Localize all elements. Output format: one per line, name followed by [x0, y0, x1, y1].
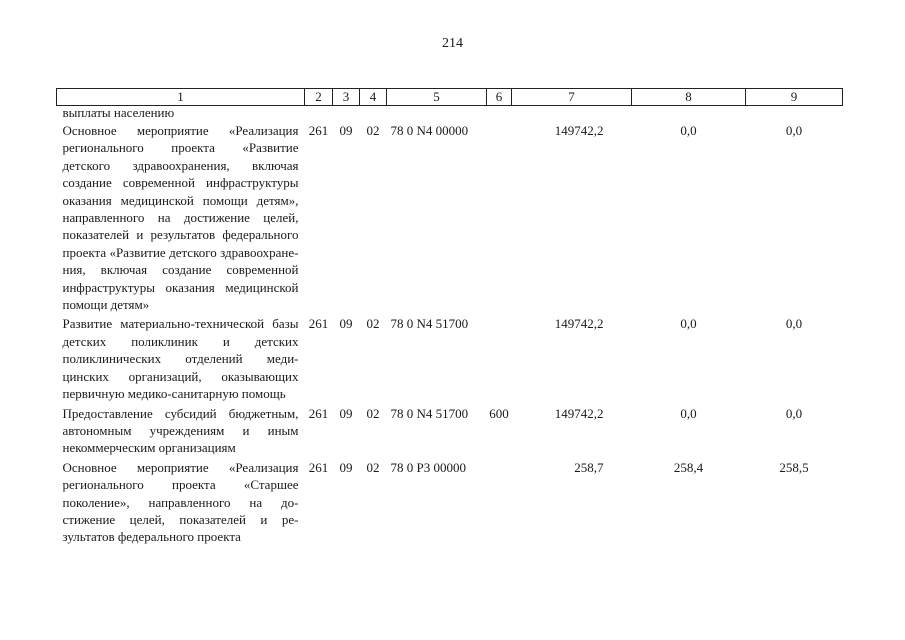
- row-amount-7: 149742,2: [554, 316, 604, 332]
- table-row: [57, 313, 843, 402]
- row-amount-8: 258,4: [673, 459, 704, 475]
- row-amount-8: 0,0: [680, 405, 697, 421]
- row-amount-7: 149742,2: [554, 123, 604, 138]
- row-amount-9: 258,5: [779, 459, 809, 475]
- col-header-7: 7: [512, 89, 632, 106]
- col-header-6: 6: [487, 89, 512, 106]
- page-number: 214: [442, 36, 463, 51]
- row-amount-9: 0,0: [785, 123, 803, 138]
- col-header-4: 4: [360, 89, 387, 106]
- row-ministry-code: 261: [308, 459, 329, 475]
- row-section: 09: [339, 459, 353, 475]
- col-header-8: 8: [632, 89, 746, 106]
- row-amount-9: 0,0: [785, 405, 803, 421]
- table-row: [57, 457, 843, 546]
- row-subsection: 02: [366, 459, 380, 475]
- row-expense-type: [487, 457, 512, 546]
- row-subsection: 02: [366, 316, 380, 332]
- row-name: Основное мероприятие «Реализация регионального проекта «Развитие детского здравоохранения, включая создание современной инфраструктуры оказания медицинской помощи детям», направленного на достижение целей, показателей и результатов федерального проекта «Развитие детского здравоохранения, включая создание современной инфраструктуры оказания медицинской помощи детям»: [62, 123, 299, 313]
- row-ministry-code: 261: [308, 316, 329, 332]
- row-subsection: 02: [366, 405, 380, 421]
- row-target-code: 78 0 N4 51700: [390, 316, 469, 332]
- row-target-code: 78 0 N4 51700: [390, 405, 469, 421]
- row-expense-type: 600: [489, 405, 509, 421]
- table-row: [57, 120, 843, 313]
- table-row: [57, 403, 843, 457]
- row-name: Основное мероприятие «Реализация регионального проекта «Старшее поколение», направленного на достижение целей, показателей и результатов федерального проекта: [62, 459, 299, 545]
- col-header-1: 1: [57, 89, 305, 106]
- col-header-5: 5: [387, 89, 487, 106]
- row-ministry-code: 261: [308, 405, 329, 421]
- row-target-code: 78 0 P3 00000: [390, 459, 466, 475]
- budget-table: [56, 88, 843, 546]
- row-name: Развитие материально-технической базы детских поликлиник и детских поликлинических отделений медицинских организаций, оказывающих первичную медико-санитарную помощь: [62, 316, 299, 402]
- table-row-continuation: [57, 106, 843, 121]
- row-amount-9: 0,0: [785, 316, 803, 332]
- col-header-2: 2: [305, 89, 333, 106]
- row-section: 09: [339, 405, 353, 421]
- row-amount-7: 258,7: [574, 459, 604, 475]
- row-ministry-code: 261: [308, 123, 329, 138]
- continuation-text: выплаты населению: [62, 105, 175, 120]
- col-header-3: 3: [333, 89, 360, 106]
- row-target-code: 78 0 N4 00000: [390, 123, 469, 138]
- col-header-9: 9: [746, 89, 843, 106]
- row-name: Предоставление субсидий бюджетным, автономным учреждениям и иным некоммерческим организациям: [62, 405, 299, 456]
- row-amount-8: 0,0: [680, 123, 697, 138]
- column-number-header: [57, 89, 843, 106]
- row-section: 09: [339, 316, 353, 332]
- row-expense-type: [487, 120, 512, 313]
- row-amount-8: 0,0: [680, 316, 697, 332]
- row-expense-type: [487, 313, 512, 402]
- row-section: 09: [339, 123, 353, 138]
- row-amount-7: 149742,2: [554, 405, 604, 421]
- row-subsection: 02: [366, 123, 380, 138]
